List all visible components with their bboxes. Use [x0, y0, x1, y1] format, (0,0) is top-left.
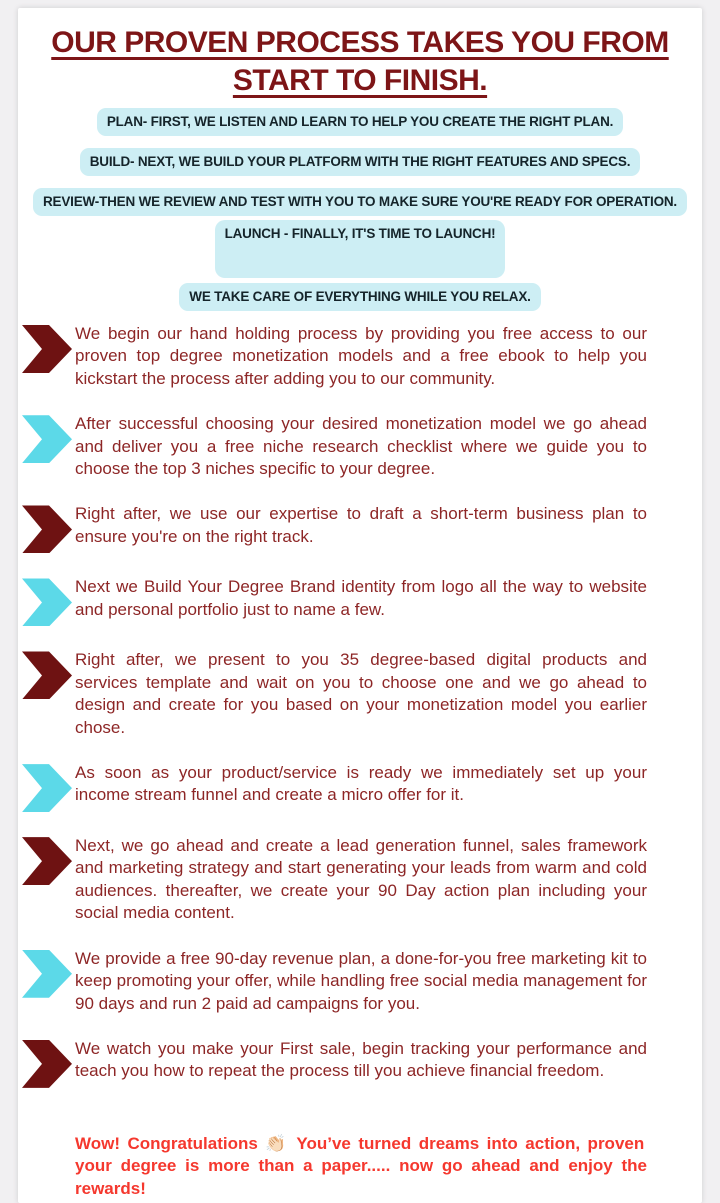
step-text: We watch you make your First sale, begin tracking your performance and teach you how to repeat the process till you achieve financial freedom. [75, 1038, 647, 1081]
phase-line [18, 108, 702, 136]
step-text: Right after, we present to you 35 degree-based digital products and services template and wait on you to choose one and we go ahead to design and create for you based on your monetization model you earlier chose. [75, 650, 647, 737]
step-text: We provide a free 90-day revenue plan, a done-for-you free marketing kit to keep promoting your offer, while handling free social media management for 90 days and run 2 paid ad campaigns for you. [75, 948, 647, 1013]
phase-label: PLAN- FIRST, WE LISTEN AND LEARN TO HELP YOU CREATE THE RIGHT PLAN. [97, 108, 623, 136]
step-text: We begin our hand holding process by providing you free access to our proven top degree monetization models and a free ebook to help you kickstart the process after adding you to our community. [75, 324, 647, 388]
process-step [22, 835, 647, 925]
process-step [22, 323, 647, 390]
phase-label: REVIEW-THEN WE REVIEW AND TEST WITH YOU TO MAKE SURE YOU'RE READY FOR OPERATION. [33, 188, 687, 216]
step-text: After successful choosing your desired monetization model we go ahead and deliver you a free niche research checklist where we guide you to choose the top 3 niches specific to your degree. [75, 414, 647, 479]
process-step [22, 762, 647, 812]
chevron-arrow-icon [22, 950, 72, 998]
chevron-arrow-icon [22, 415, 72, 463]
phase-label: BUILD- NEXT, WE BUILD YOUR PLATFORM WITH THE RIGHT FEATURES AND SPECS. [80, 148, 641, 176]
step-text: As soon as your product/service is ready we immediately set up your income stream funnel and create a micro offer for it. [75, 763, 647, 805]
flyer-card [18, 8, 702, 1203]
chevron-arrow-icon [22, 837, 72, 885]
process-step [22, 1038, 647, 1088]
step-text: Next we Build Your Degree Brand identity from logo all the way to website and personal portfolio just to name a few. [75, 577, 647, 619]
chevron-arrow-icon [22, 325, 72, 373]
process-step [22, 948, 647, 1015]
phase-highlight-list [18, 108, 702, 311]
chevron-arrow-icon [22, 651, 72, 699]
process-step [22, 503, 647, 553]
chevron-arrow-icon [22, 764, 72, 812]
phase-line [18, 220, 702, 278]
congratulations-text: Wow! Congratulations 👏🏻 You’ve turned dreams into action, proven your degree is more than a paper..... now go ahead and enjoy the rewards! [75, 1133, 647, 1198]
phase-line [18, 283, 702, 311]
process-step-list [18, 323, 702, 1088]
process-step [22, 576, 647, 626]
process-step [22, 413, 647, 480]
step-text: Next, we go ahead and create a lead generation funnel, sales framework and marketing strategy and start generating your leads from warm and cold audiences. thereafter, we create your 90 Day action plan including your social media content. [75, 836, 647, 923]
page-title: OUR PROVEN PROCESS TAKES YOU FROM START TO FINISH. [51, 26, 669, 97]
phase-label: LAUNCH - FINALLY, IT'S TIME TO LAUNCH! [215, 220, 506, 278]
phase-label: WE TAKE CARE OF EVERYTHING WHILE YOU RELAX. [179, 283, 540, 311]
process-step [22, 649, 647, 739]
chevron-arrow-icon [22, 578, 72, 626]
chevron-arrow-icon [22, 505, 72, 553]
chevron-arrow-icon [22, 1040, 72, 1088]
phase-line [18, 148, 702, 176]
step-text: Right after, we use our expertise to draft a short-term business plan to ensure you're on the right track. [75, 504, 647, 546]
phase-line [18, 188, 702, 216]
